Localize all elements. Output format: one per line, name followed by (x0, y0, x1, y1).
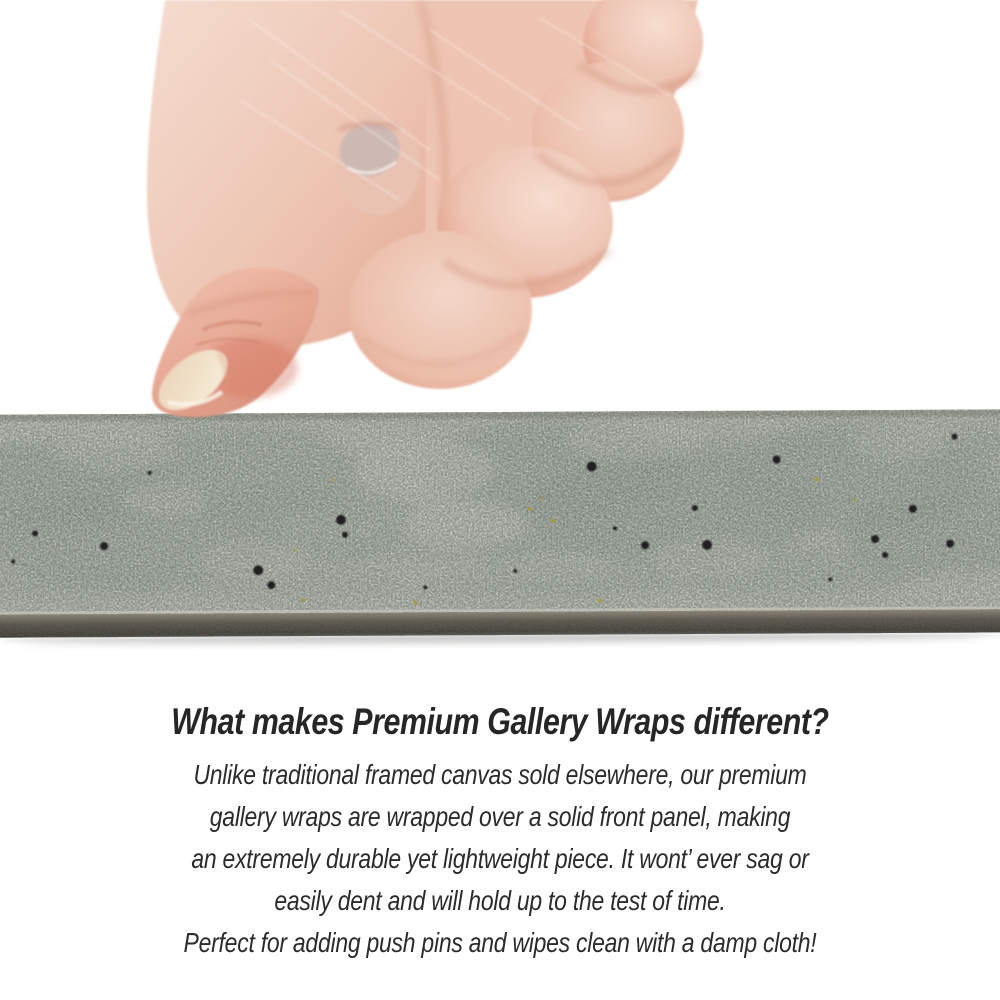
headline: What makes Premium Gallery Wraps different? (171, 701, 829, 742)
body-line-2: gallery wraps are wrapped over a solid front panel, making (209, 801, 791, 832)
body-line-1: Unlike traditional framed canvas sold elsewhere, our premium (193, 759, 807, 790)
hand-illustration (110, 0, 730, 432)
canvas-strip (0, 406, 1000, 653)
hand-photo (110, 0, 730, 432)
body-line-3: an extremely durable yet lightweight piece. It wont’ ever sag or (191, 843, 809, 874)
body-line-4: easily dent and will hold up to the test of time. (274, 885, 726, 916)
body-line-5: Perfect for adding push pins and wipes clean with a damp cloth! (183, 927, 817, 958)
marketing-text (90, 698, 910, 964)
canvas-texture (0, 406, 1000, 653)
